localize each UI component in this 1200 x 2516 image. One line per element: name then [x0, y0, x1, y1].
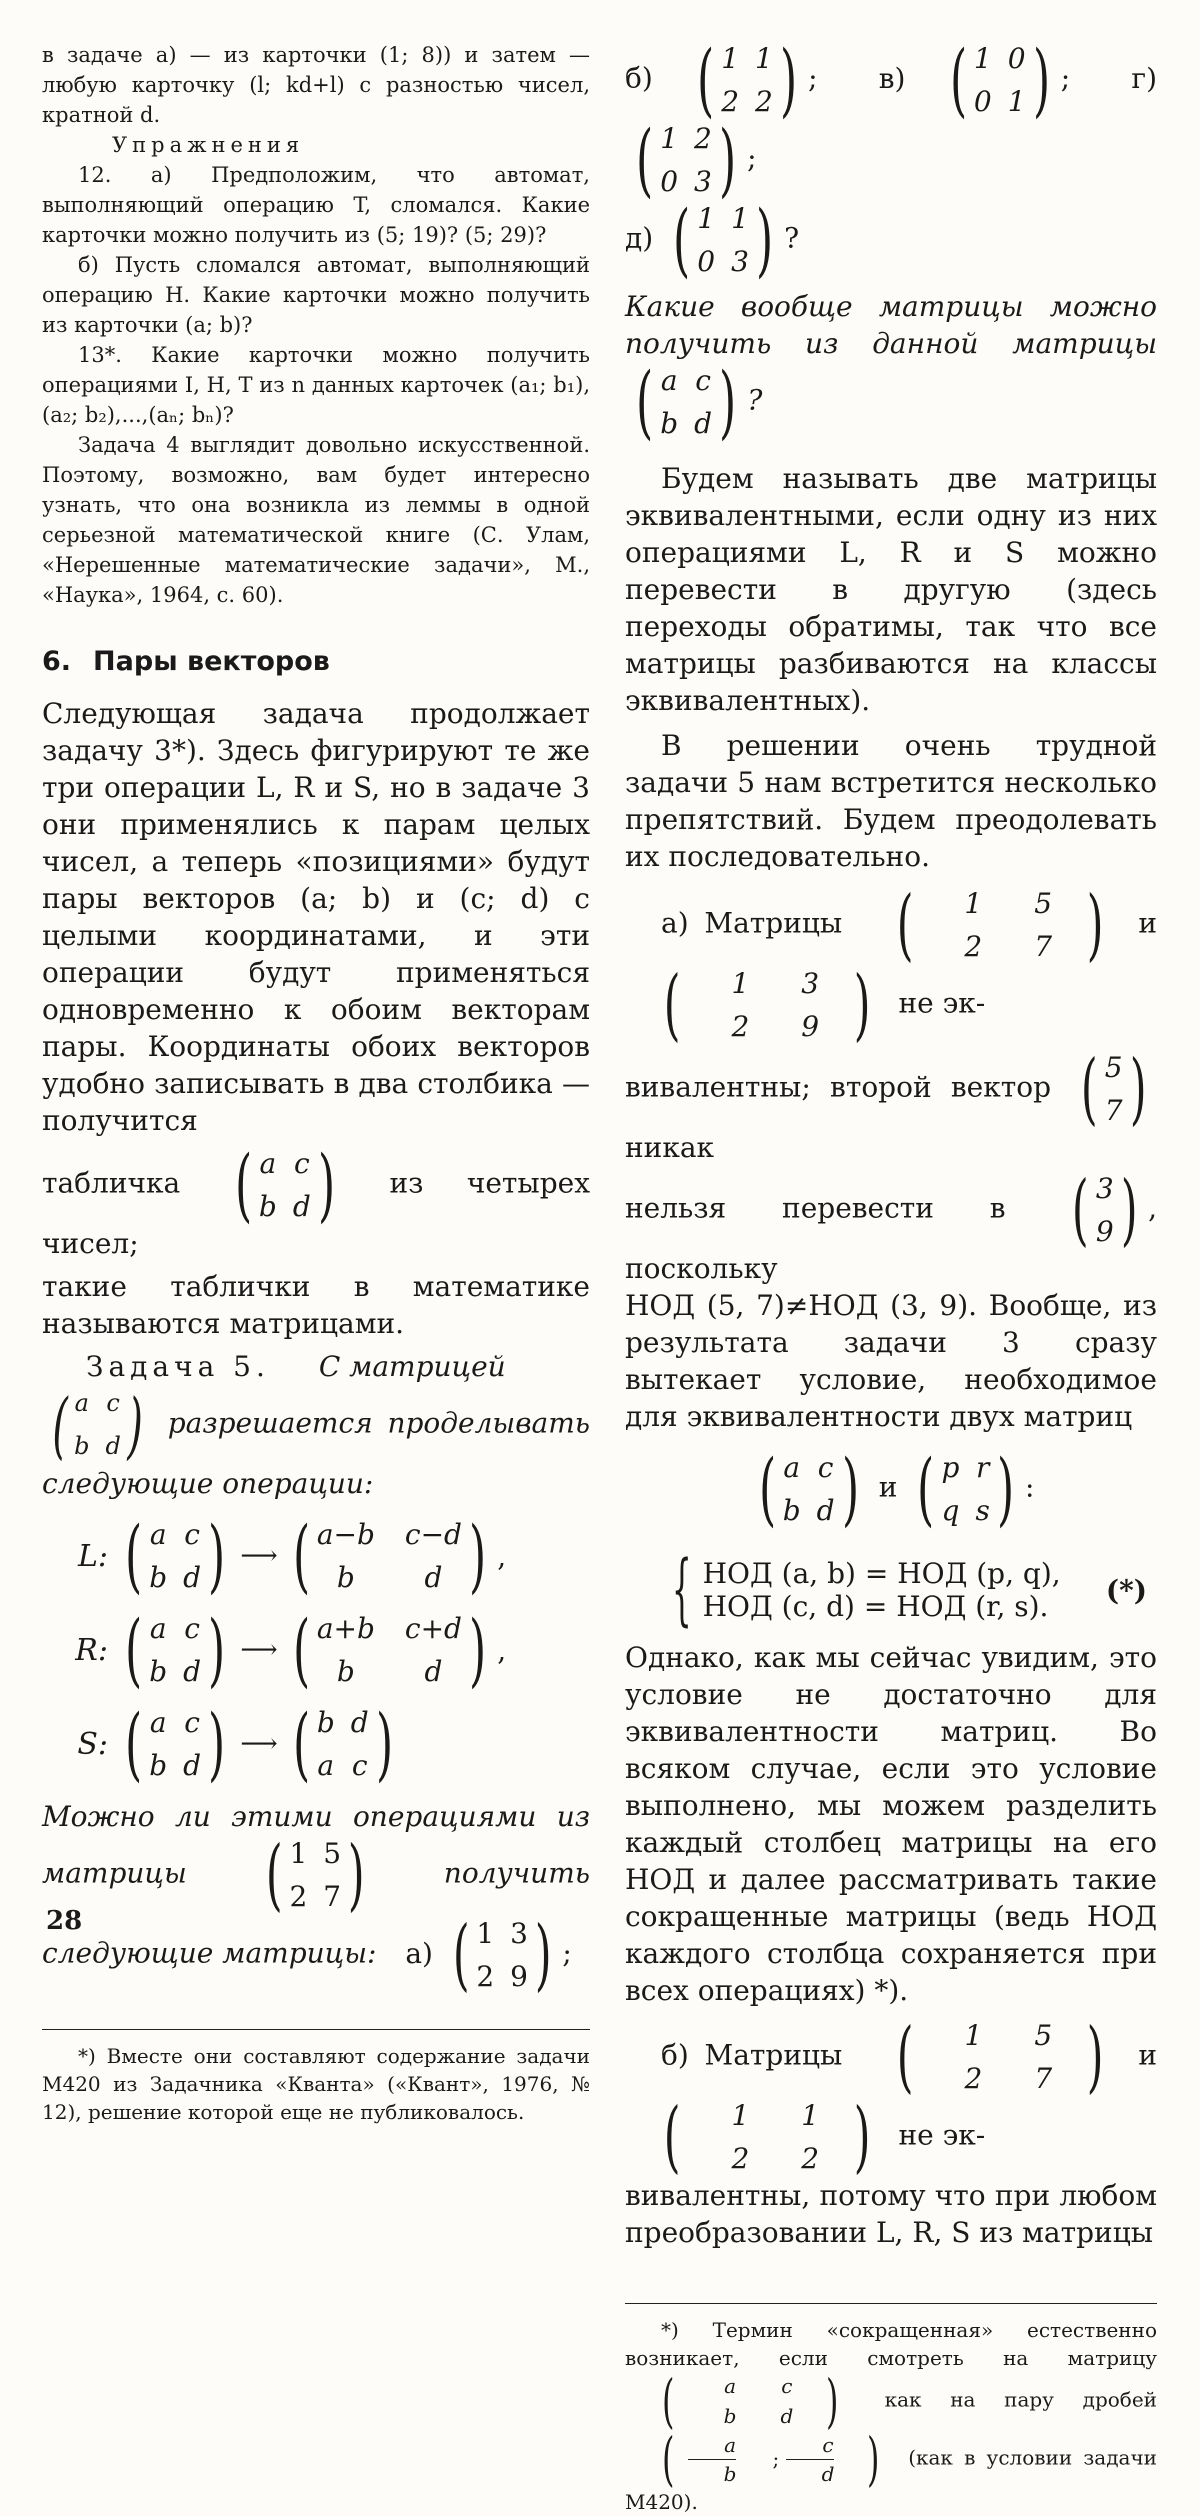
equation-label: (*) [1105, 1573, 1147, 1607]
operations [56, 1509, 590, 1790]
text: и [878, 1470, 898, 1504]
matrix-abcd: ( a c b d ) [234, 1138, 335, 1231]
text: из четырех чисел; [42, 1166, 590, 1260]
equation: НОД (c, d) = НОД (r, s). [702, 1590, 1049, 1623]
op-label: S: [77, 1726, 108, 1762]
footnote-divider [625, 2303, 1157, 2304]
option-label: б) [625, 61, 653, 95]
item-a-line1: а) Матрицы ( 1 5 2 7 ) и ( 1 3 2 9 ) не эк- [661, 880, 1157, 1050]
footnote: *) Вместе они составляют содержание задачи М420 из Задачника «Кванта» («Квант», 1976, № 12), решение которой еще не публиковалось. [42, 2044, 590, 2124]
cells: a c b d [258, 1147, 311, 1223]
footnote-divider [42, 2029, 590, 2030]
arrow-icon: ⟶ [240, 1729, 278, 1759]
operation-R: R: ( a c b d ) ⟶ ( a+b c+d b d ) , [56, 1610, 590, 1690]
paragraph: Будем называть две матрицы эквивалентными, если одну из них операциями L, R и S можно перевести в другую (здесь переходы обратимы, так что все матрицы разбиваются на классы эквивалентных). [625, 462, 1157, 717]
footnote: *) Термин «сокращенная» естественно возникает, если смотреть на матрицу ( a c b d ) как на пару дробей ( $\frac{a}{b}$ ; $\frac{c}{d}$ ) (как в условии задачи М420). [625, 2318, 1157, 2514]
text: С матрицей [318, 1350, 506, 1383]
page-number: 28 [46, 1906, 83, 1936]
arrow-icon: ⟶ [240, 1541, 278, 1571]
op-label: R: [75, 1632, 108, 1668]
text: никак [625, 1131, 715, 1164]
section-title [42, 646, 590, 677]
text: разрешается проделывать следующие операции: [42, 1406, 591, 1500]
paragraph: Задача 4 выглядит довольно искусственной. Поэтому, возможно, вам будет интересно узнать, что она возникла из леммы в одной серьезной математической книге (С. Улам, «Нерешенные математические задачи», М., «Наука», 1964, с. 60). [42, 433, 590, 607]
exercise-12b: б) Пусть сломался автомат, выполняющий операцию H. Какие карточки можно получить из карточки (a; b)? [42, 253, 590, 337]
text: не эк- [898, 2118, 986, 2152]
text: а) Матрицы [661, 906, 843, 940]
condition-system [657, 1545, 1157, 1635]
arrow-icon: ⟶ [240, 1635, 278, 1665]
options-b-v-g: б) ( 1 1 2 2 ) ; в) ( 1 0 0 1 ) ; г) ( 1 2 0 3 ) ; [625, 33, 1157, 206]
text: не эк- [898, 986, 986, 1020]
paragraph: такие таблички в математике называются матрицами. [42, 1270, 590, 1340]
operation-L: L: ( a c b d ) ⟶ ( a−b c−d b d ) , [56, 1516, 590, 1596]
paragraph: НОД (5, 7)≠НОД (3, 9). Вообще, из результата задачи 3 сразу вытекает условие, необходимое для эквивалентности двух матриц [625, 1289, 1157, 1433]
section-title-text: Пары векторов [93, 646, 330, 677]
option-d: д) ( 1 1 0 3 ) ? [625, 193, 800, 286]
text: вивалентны; второй вектор [625, 1070, 1052, 1104]
text: , поскольку [625, 1191, 1157, 1285]
matrices-pair: ( a c b d ) и ( p r q s ) : [758, 1442, 1035, 1535]
matrix-line [42, 1138, 590, 1262]
task5-statement [42, 1385, 590, 1502]
option-label: а) [405, 1936, 433, 1970]
item-a-line3: нельзя перевести в ( 3 9 ) , поскольку [625, 1165, 1157, 1285]
text: Какие вообще матрицы можно получить из данной матрицы [625, 290, 1157, 360]
equation: НОД (a, b) = НОД (p, q), [702, 1557, 1061, 1590]
paragraph: в задаче а) — из карточки (1; 8)) и затем — любую карточку (l; kd+l) с разностью чисел, кратной d. [42, 43, 590, 127]
text: Можно ли этими операциями из матрицы [42, 1800, 590, 1890]
exercise-13: 13*. Какие карточки можно получить операциями I, H, T из n данных карточек (a₁; b₁), (a₂; b₂),...,(aₙ; bₙ)? [42, 343, 590, 427]
text: нельзя перевести в [625, 1191, 1006, 1225]
matrix-abcd: ( a c b d ) [52, 1383, 143, 1467]
operation-S: S: ( a c b d ) ⟶ ( b d a c ) [56, 1704, 590, 1784]
paragraph: В решении очень трудной задачи 5 нам встретится несколько препятствий. Будем преодолевать их последовательно. [625, 729, 1157, 873]
paragraph: Однако, как мы сейчас увидим, это условие не достаточно для эквивалентности матриц. Во всяком случае, если это условие выполнено, мы можем разделить каждый столбец матрицы на его НОД и далее рассматривать такие сокращенные матрицы (ведь НОД каждого столбца сохраняется при всех операциях) *). [625, 1641, 1157, 2007]
exercises-heading: Упражнения [112, 133, 305, 157]
text: как на пару дробей [884, 2387, 1157, 2412]
item-a-line2: вивалентны; второй вектор ( 5 7 ) никак [625, 1044, 1147, 1164]
item-b-line1: б) Матрицы ( 1 5 2 7 ) и ( 1 1 2 2 ) не эк- [661, 2012, 1158, 2182]
text: и [1138, 2038, 1158, 2072]
left-column [42, 40, 590, 2126]
question: Можно ли этими операциями из матрицы ( 1 5 2 7 ) получить следующие матрицы: а) ( 1 3 2 9 ) ; [42, 1800, 591, 2000]
right-column [625, 33, 1158, 2516]
text: и [1138, 906, 1157, 940]
option-label: г) [1131, 61, 1157, 95]
text: *) Термин «сокращенная» естественно возникает, если смотреть на матрицу [625, 2318, 1157, 2370]
section-number: 6. [42, 646, 72, 677]
brace-icon: { [671, 1545, 692, 1635]
text: (как в условии задачи М420). [625, 2445, 1157, 2514]
option-label: д) [625, 221, 654, 255]
text: б) Матрицы [661, 2038, 843, 2072]
paragraph: вивалентны, потому что при любом преобразовании L, R, S из матрицы [625, 2179, 1157, 2249]
task-label: Задача 5. [86, 1350, 270, 1383]
task5-header [42, 1348, 590, 1385]
text: табличка [42, 1166, 181, 1200]
exercise-12a: 12. а) Предположим, что автомат, выполняющий операцию T, сломался. Какие карточки можно получить из (5; 19)? (5; 29)? [42, 163, 590, 247]
option-label: в) [878, 61, 906, 95]
paragraph: Следующая задача продолжает задачу 3*). Здесь фигурируют те же три операции L, R и S, но в задаче 3 они применялись к парам целых чисел, а теперь «позициями» будут пары векторов (a; b) и (c; d) с целыми координатами, и эти операции будут применяться одновременно к обоим векторам пары. Координаты обоих векторов удобно записывать в два столбика — получится [42, 697, 590, 1137]
op-label: L: [77, 1538, 108, 1574]
general-question: Какие вообще матрицы можно получить из данной матрицы ( a c b d ) ? [625, 290, 1157, 448]
text: получить следующие матрицы: [42, 1856, 591, 1970]
